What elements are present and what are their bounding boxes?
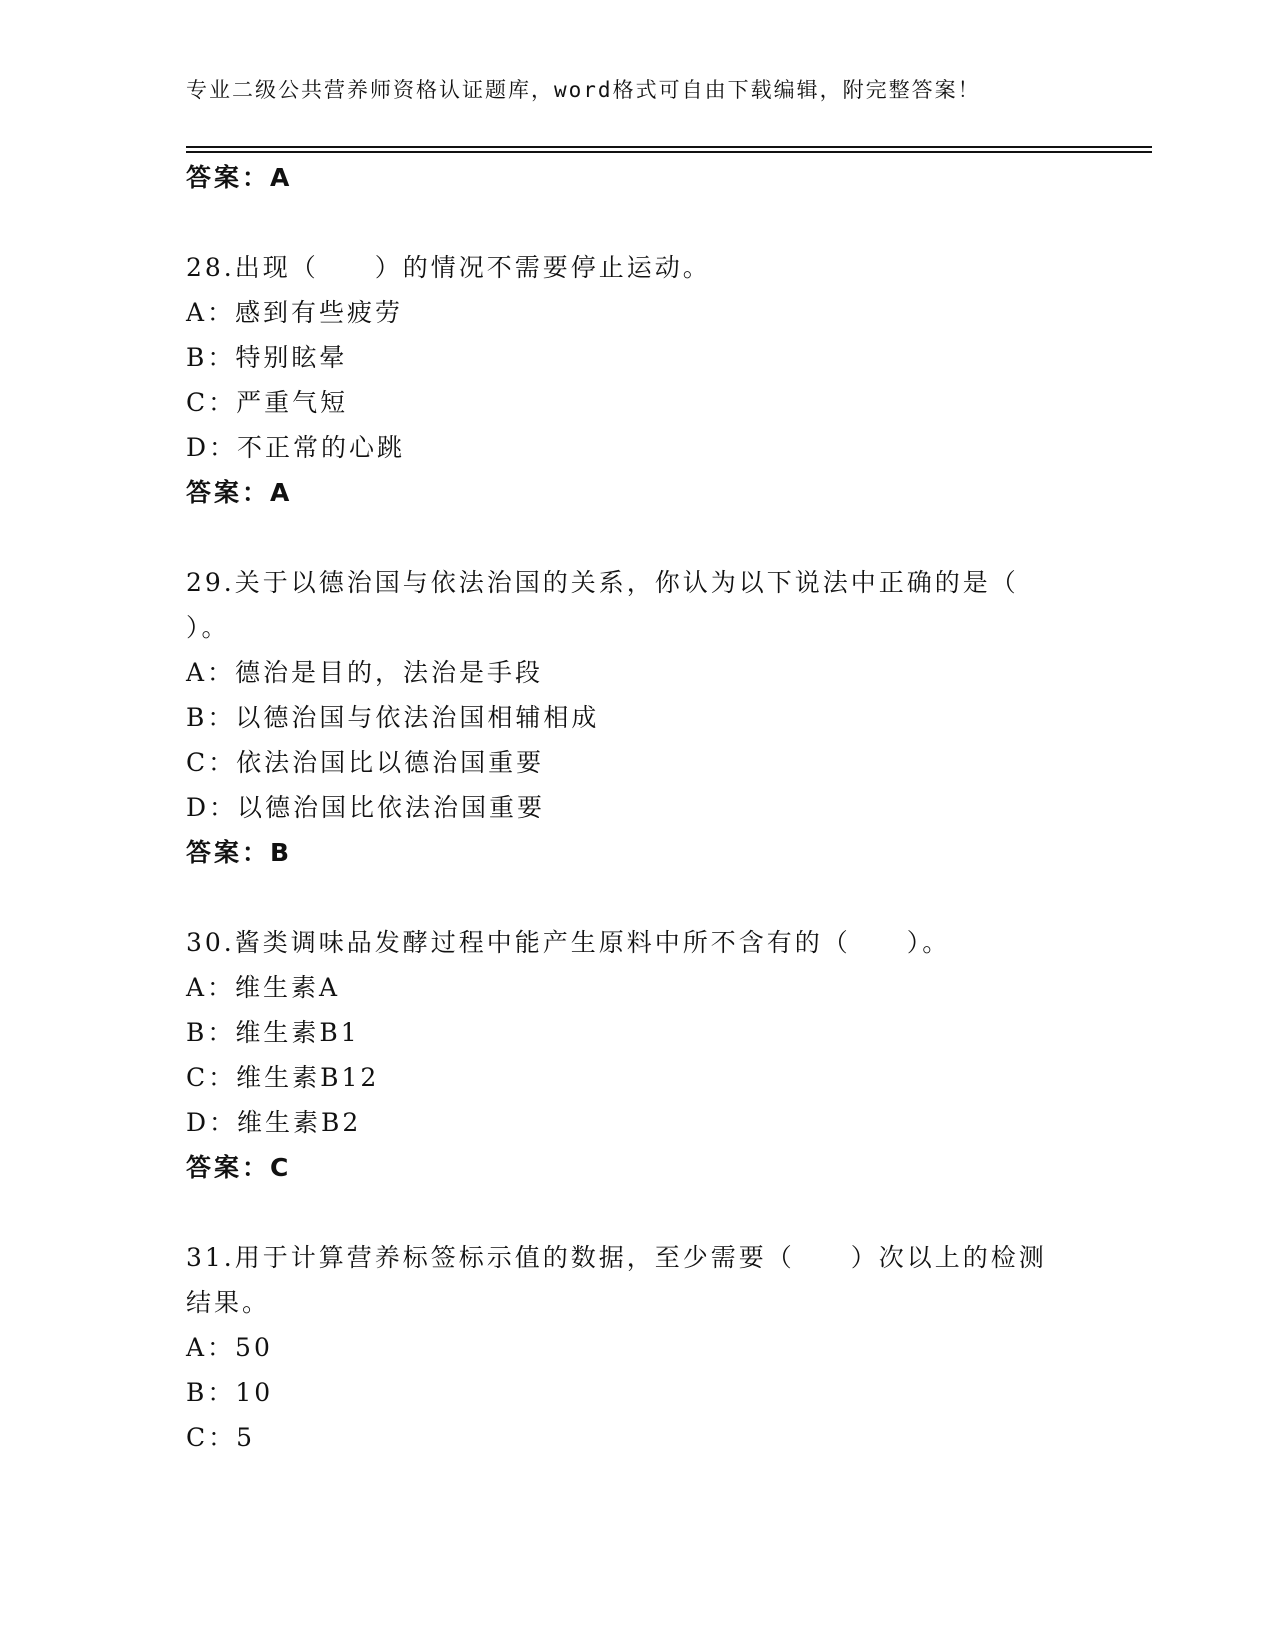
page-header: 专业二级公共营养师资格认证题库，word格式可自由下载编辑，附完整答案！ [186,78,981,102]
question-28-answer: 答案：A [186,478,293,507]
question-29-stem-line2: ）。 [186,613,230,642]
question-29-option-d: D：以德治国比依法治国重要 [186,793,546,822]
question-30-option-c: C：维生素B12 [186,1063,380,1092]
question-28-option-a: A：感到有些疲劳 [186,298,404,327]
question-31-option-b: B：10 [186,1378,274,1407]
question-31-option-a: A：50 [186,1333,273,1362]
question-28-option-d: D：不正常的心跳 [186,433,406,462]
question-29-option-c: C：依法治国比以德治国重要 [186,748,545,777]
previous-answer: 答案：A [186,163,293,192]
header-rule-top [186,146,1152,148]
question-28-option-b: B：特别眩晕 [186,343,348,372]
question-30-option-b: B：维生素B1 [186,1018,360,1047]
question-28-option-c: C：严重气短 [186,388,349,417]
question-30-option-a: A：维生素A [186,973,341,1002]
question-29-option-b: B：以德治国与依法治国相辅相成 [186,703,600,732]
header-rule-bottom [186,151,1152,153]
question-30-stem: 30.酱类调味品发酵过程中能产生原料中所不含有的（ ）。 [186,928,951,957]
question-29-answer: 答案：B [186,838,293,867]
question-31-stem-line1: 31.用于计算营养标签标示值的数据，至少需要（ ）次以上的检测 [186,1243,1047,1272]
question-31-option-c: C：5 [186,1423,256,1452]
question-30-option-d: D：维生素B2 [186,1108,362,1137]
question-28-stem: 28.出现（ ）的情况不需要停止运动。 [186,253,711,282]
question-29-stem-line1: 29.关于以德治国与依法治国的关系，你认为以下说法中正确的是（ [186,568,1019,597]
question-30-answer: 答案：C [186,1153,292,1182]
question-29-option-a: A：德治是目的，法治是手段 [186,658,544,687]
question-31-stem-line2: 结果。 [186,1288,271,1317]
